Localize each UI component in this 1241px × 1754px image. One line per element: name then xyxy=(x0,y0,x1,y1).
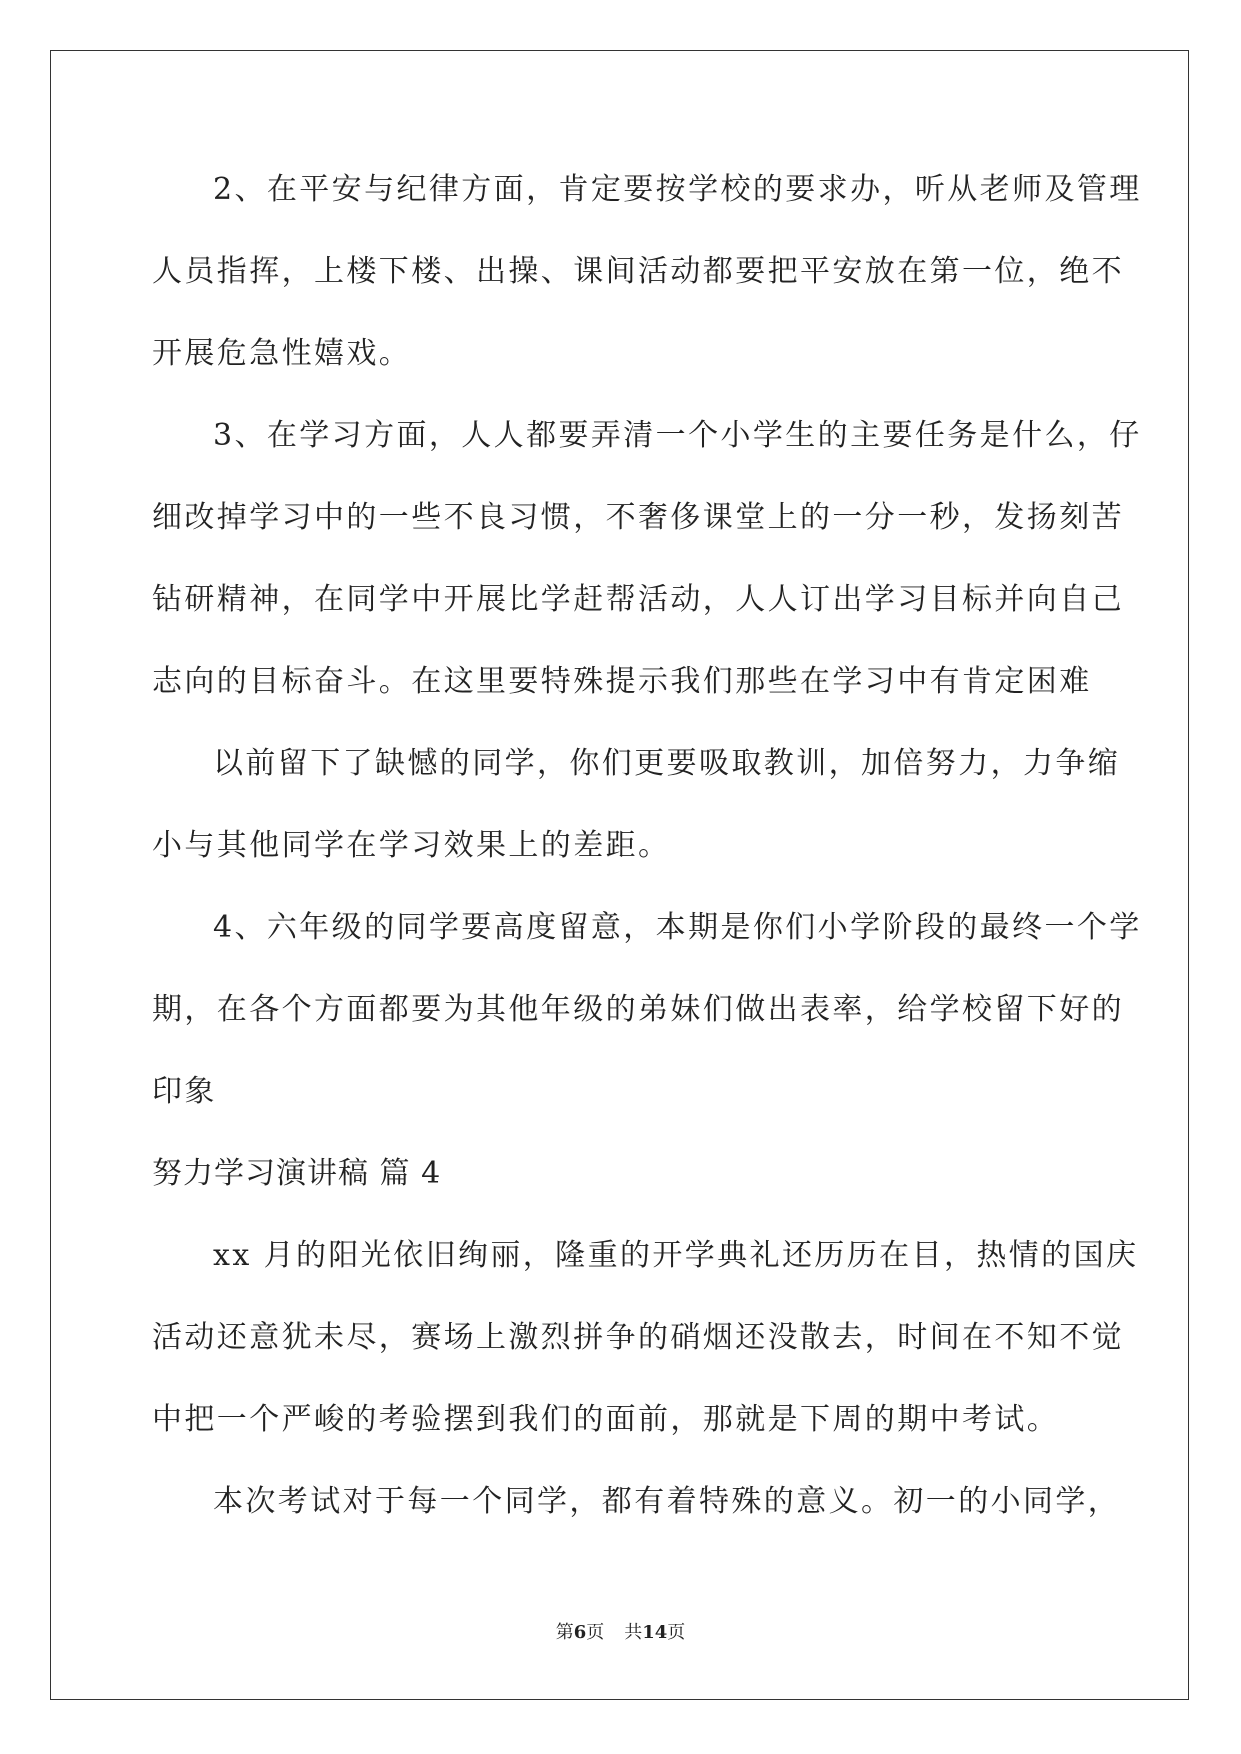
text-line: 细改掉学习中的一些不良习惯，不奢侈课堂上的一分一秒，发扬刻苦 xyxy=(152,500,1124,535)
text-line: 以前留下了缺憾的同学，你们更要吸取教训，加倍努力，力争缩 xyxy=(213,746,1121,781)
text-line: 4、六年级的同学要高度留意，本期是你们小学阶段的最终一个学 xyxy=(213,910,1142,945)
section-heading: 努力学习演讲稿 篇 4 xyxy=(152,1156,442,1191)
text-line: 期，在各个方面都要为其他年级的弟妹们做出表率，给学校留下好的 xyxy=(152,992,1124,1027)
footer-page-unit: 页 xyxy=(586,1622,605,1643)
text-line: 本次考试对于每一个同学，都有着特殊的意义。初一的小同学， xyxy=(213,1484,1121,1519)
text-line: 印象 xyxy=(152,1074,217,1109)
text-line: xx 月的阳光依旧绚丽，隆重的开学典礼还历历在目，热情的国庆 xyxy=(213,1238,1139,1273)
page-footer xyxy=(0,1618,1241,1644)
footer-prefix: 第 xyxy=(555,1622,574,1643)
text-line: 3、在学习方面，人人都要弄清一个小学生的主要任务是什么，仔 xyxy=(213,418,1142,453)
text-line: 小与其他同学在学习效果上的差距。 xyxy=(152,828,671,863)
text-line: 2、在平安与纪律方面，肯定要按学校的要求办，听从老师及管理 xyxy=(213,172,1142,207)
text-line: 人员指挥，上楼下楼、出操、课间活动都要把平安放在第一位，绝不 xyxy=(152,254,1124,289)
footer-total-prefix: 共 xyxy=(624,1622,643,1643)
document-body xyxy=(152,162,1142,1556)
total-pages-number: 14 xyxy=(642,1622,668,1643)
text-line: 开展危急性嬉戏。 xyxy=(152,336,412,371)
text-line: 钻研精神，在同学中开展比学赶帮活动，人人订出学习目标并向自己 xyxy=(152,582,1124,617)
text-line: 志向的目标奋斗。在这里要特殊提示我们那些在学习中有肯定困难 xyxy=(152,664,1092,699)
text-line: 中把一个严峻的考验摆到我们的面前，那就是下周的期中考试。 xyxy=(152,1402,1060,1437)
current-page-number: 6 xyxy=(573,1622,587,1643)
text-line: 活动还意犹未尽，赛场上激烈拼争的硝烟还没散去，时间在不知不觉 xyxy=(152,1320,1124,1355)
footer-total-unit: 页 xyxy=(667,1622,686,1643)
